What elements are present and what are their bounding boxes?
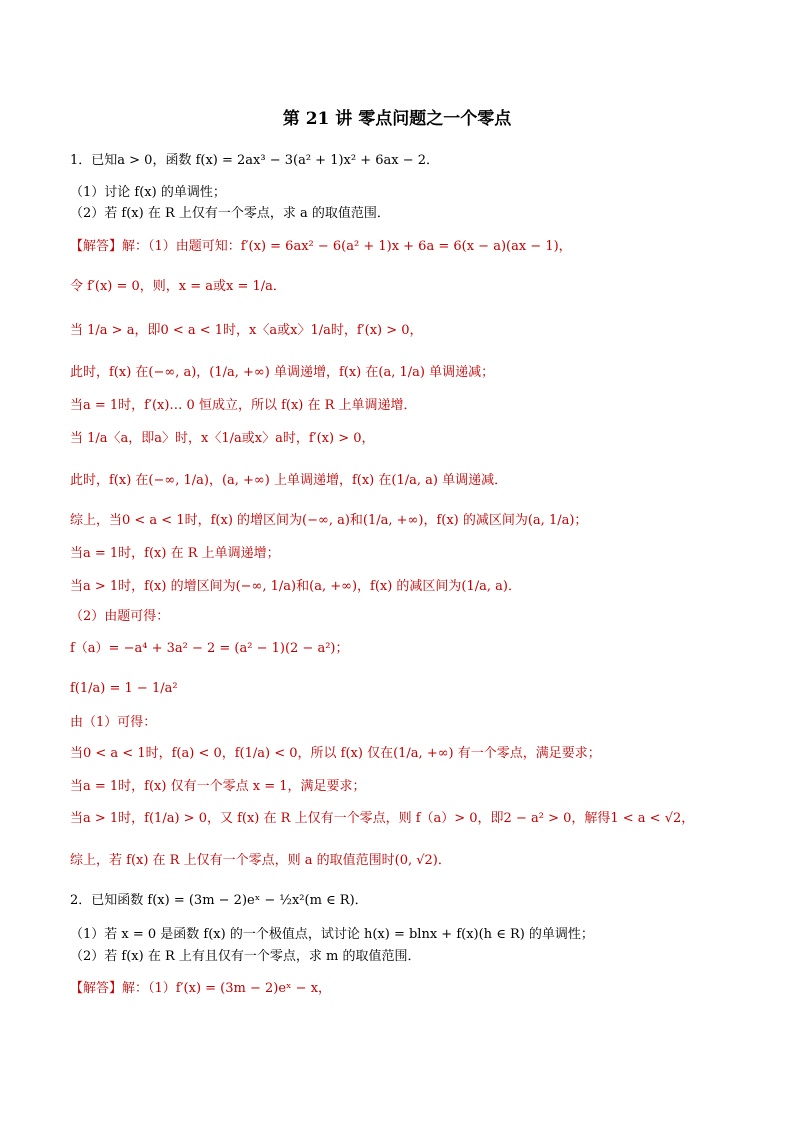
- question-1-statement: 1．已知a > 0，函数 f(x) = 2ax³ − 3(a² + 1)x² + 6ax − 2．: [70, 153, 440, 168]
- answer-2-summary: 综上，若 f(x) 在 R 上仅有一个零点，则 a 的取值范围时(0, √2)．: [70, 853, 451, 868]
- question-2-statement: 2．已知函数 f(x) = (3m − 2)eˣ − ½x²(m ∈ R)．: [70, 893, 368, 908]
- answer-1-case-a-gt-1-result: 此时，f(x) 在(−∞, 1/a)，(a, +∞) 上单调递增，f(x) 在(1/a, a) 单调递减．: [70, 473, 508, 488]
- answer-2-case-1: 当0 < a < 1时，f(a) < 0，f(1/a) < 0，所以 f(x) 仅在(1/a, +∞) 有一个零点，满足要求；: [70, 746, 601, 761]
- question-1-part-1: （1）讨论 f(x) 的单调性；: [70, 185, 226, 200]
- answer-1-critical-points: 令 f′(x) = 0，则，x = a或x = 1/a．: [70, 279, 286, 294]
- answer-2-from-1: 由（1）可得：: [70, 715, 157, 730]
- question-2-part-2: （2）若 f(x) 在 R 上有且仅有一个零点，求 m 的取值范围．: [70, 949, 421, 964]
- answer-2-f-inv-a: f(1/a) = 1 − 1/a²: [70, 681, 178, 696]
- question-2-part-1: （1）若 x = 0 是函数 f(x) 的一个极值点，试讨论 h(x) = blnx + f(x)(h ∈ R) 的单调性；: [70, 927, 594, 942]
- answer-2-f-a: f（a）= −a⁴ + 3a² − 2 = (a² − 1)(2 − a²)；: [70, 641, 349, 656]
- answer-1-derivative: 【解答】解：（1）由题可知：f′(x) = 6ax² − 6(a² + 1)x + 6a = 6(x − a)(ax − 1)，: [70, 239, 572, 254]
- answer-1-case-a-eq-1: 当a = 1时，f′(x)… 0 恒成立，所以 f(x) 在 R 上单调递增．: [70, 398, 417, 413]
- answer-1-summary-1: 综上，当0 < a < 1时，f(x) 的增区间为(−∞, a)和(1/a, +∞)，f(x) 的减区间为(a, 1/a)；: [70, 513, 588, 528]
- page-title: 第 21 讲 零点问题之一个零点: [282, 109, 512, 129]
- answer-2-derivative: 【解答】解：（1）f′(x) = (3m − 2)eˣ − x，: [70, 981, 332, 996]
- answer-1-summary-3: 当a > 1时，f(x) 的增区间为(−∞, 1/a)和(a, +∞)，f(x) 的减区间为(1/a, a)．: [70, 579, 521, 594]
- answer-1-case-a-lt-1-result: 此时，f(x) 在(−∞, a)，(1/a, +∞) 单调递增，f(x) 在(a, 1/a) 单调递减；: [70, 365, 495, 380]
- answer-2-case-3: 当a > 1时，f(1/a) > 0，又 f(x) 在 R 上仅有一个零点，则 f（a）> 0，即2 − a² > 0，解得1 < a < √2，: [70, 811, 695, 826]
- answer-1-case-a-gt-1: 当 1/a〈a，即a〉时，x〈1/a或x〉a时，f′(x) > 0，: [70, 431, 375, 446]
- question-1-part-2: （2）若 f(x) 在 R 上仅有一个零点，求 a 的取值范围．: [70, 206, 390, 221]
- answer-2-case-2: 当a = 1时，f(x) 仅有一个零点 x = 1，满足要求；: [70, 779, 366, 794]
- answer-1-summary-2: 当a = 1时，f(x) 在 R 上单调递增；: [70, 546, 280, 561]
- answer-2-intro: （2）由题可得：: [70, 609, 170, 624]
- answer-1-case-a-lt-1: 当 1/a > a，即0 < a < 1时，x〈a或x〉1/a时，f′(x) > 0，: [70, 323, 423, 338]
